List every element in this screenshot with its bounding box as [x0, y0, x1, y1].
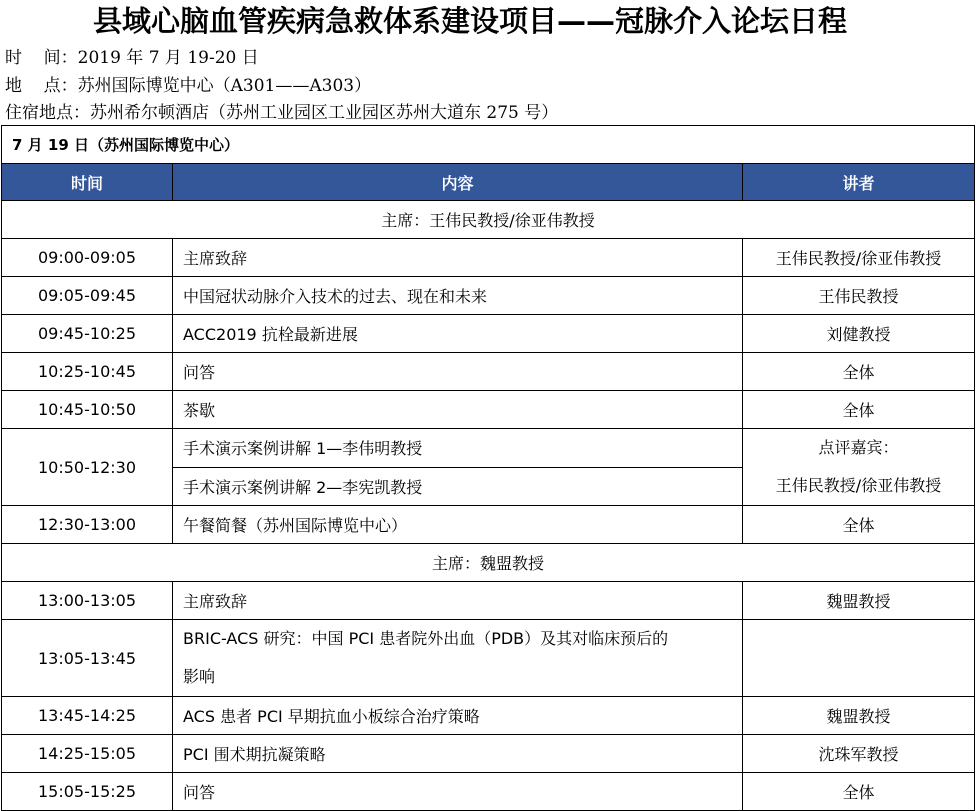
- header-speaker: 讲者: [743, 164, 975, 201]
- row-speaker: 全体: [743, 773, 975, 811]
- schedule-table: [1, 125, 975, 811]
- row-time: 09:45-10:25: [2, 315, 173, 353]
- row-content: 主席致辞: [173, 582, 743, 620]
- table-row: [2, 239, 975, 277]
- row-speaker: 全体: [743, 353, 975, 391]
- row-content: PCI 围术期抗凝策略: [173, 735, 743, 773]
- row-time: 15:05-15:25: [2, 773, 173, 811]
- table-row: [2, 697, 975, 735]
- table-row: [2, 620, 975, 697]
- row-speaker: 刘健教授: [743, 315, 975, 353]
- row-speaker-line: 王伟民教授/徐亚伟教授: [775, 476, 942, 495]
- row-content: ACS 患者 PCI 早期抗血小板综合治疗策略: [173, 697, 743, 735]
- chair-row: [2, 201, 975, 239]
- row-speaker: 全体: [743, 391, 975, 429]
- row-time: 10:50-12:30: [2, 429, 173, 506]
- table-row: [2, 735, 975, 773]
- row-speaker: 魏盟教授: [743, 697, 975, 735]
- row-content: [173, 620, 743, 697]
- table-row: [2, 506, 975, 544]
- row-content: ACC2019 抗栓最新进展: [173, 315, 743, 353]
- info-time-label: 时 间：: [5, 48, 78, 68]
- row-time: 10:25-10:45: [2, 353, 173, 391]
- row-speaker: [743, 620, 975, 697]
- row-time: 10:45-10:50: [2, 391, 173, 429]
- header-time: 时间: [2, 164, 173, 201]
- row-content-line: BRIC-ACS 研究：中国 PCI 患者院外出血（PDB）及其对临床预后的: [183, 629, 669, 648]
- header-row: [2, 164, 975, 201]
- day-row: [2, 126, 975, 164]
- row-content: 午餐简餐（苏州国际博览中心）: [173, 506, 743, 544]
- row-time: 13:00-13:05: [2, 582, 173, 620]
- row-time: 09:00-09:05: [2, 239, 173, 277]
- row-speaker: 魏盟教授: [743, 582, 975, 620]
- row-time: 14:25-15:05: [2, 735, 173, 773]
- table-row: [2, 391, 975, 429]
- row-content: 问答: [173, 773, 743, 811]
- row-speaker: 全体: [743, 506, 975, 544]
- row-content: 主席致辞: [173, 239, 743, 277]
- row-content: 手术演示案例讲解 1—李伟明教授: [173, 429, 743, 468]
- info-location-value: 苏州国际博览中心（A301——A303）: [77, 76, 372, 96]
- row-time: 13:05-13:45: [2, 620, 173, 697]
- info-hotel: [5, 102, 558, 124]
- info-hotel-value: 苏州希尔顿酒店（苏州工业园区工业园区苏州大道东 275 号）: [90, 103, 559, 123]
- row-content: 问答: [173, 353, 743, 391]
- row-speaker: 沈珠军教授: [743, 735, 975, 773]
- info-location-label: 地 点：: [5, 76, 78, 96]
- table-row: [2, 773, 975, 811]
- info-hotel-label: 住宿地点：: [5, 103, 90, 123]
- day-label: 7 月 19 日（苏州国际博览中心）: [2, 126, 975, 164]
- chair-row: [2, 544, 975, 582]
- table-row: [2, 277, 975, 315]
- row-content: 手术演示案例讲解 2—李宪凯教授: [173, 467, 743, 506]
- chair-label: 主席：王伟民教授/徐亚伟教授: [2, 201, 975, 239]
- row-content: 中国冠状动脉介入技术的过去、现在和未来: [173, 277, 743, 315]
- row-speaker: [743, 429, 975, 506]
- row-time: 12:30-13:00: [2, 506, 173, 544]
- row-content: 茶歇: [173, 391, 743, 429]
- header-content: 内容: [173, 164, 743, 201]
- table-row: [2, 353, 975, 391]
- page-title: 县域心脑血管疾病急救体系建设项目——冠脉介入论坛日程: [92, 4, 847, 38]
- row-time: 13:45-14:25: [2, 697, 173, 735]
- row-time: 09:05-09:45: [2, 277, 173, 315]
- chair-label: 主席：魏盟教授: [2, 544, 975, 582]
- info-time-value: 2019 年 7 月 19-20 日: [77, 48, 259, 68]
- row-speaker: 王伟民教授/徐亚伟教授: [743, 239, 975, 277]
- info-time: [5, 47, 259, 69]
- row-speaker-line: 点评嘉宾：: [818, 438, 899, 457]
- info-location: [5, 75, 371, 97]
- table-row: [2, 315, 975, 353]
- row-speaker: 王伟民教授: [743, 277, 975, 315]
- table-row: [2, 582, 975, 620]
- table-row: [2, 429, 975, 468]
- row-content-line: 影响: [183, 667, 216, 686]
